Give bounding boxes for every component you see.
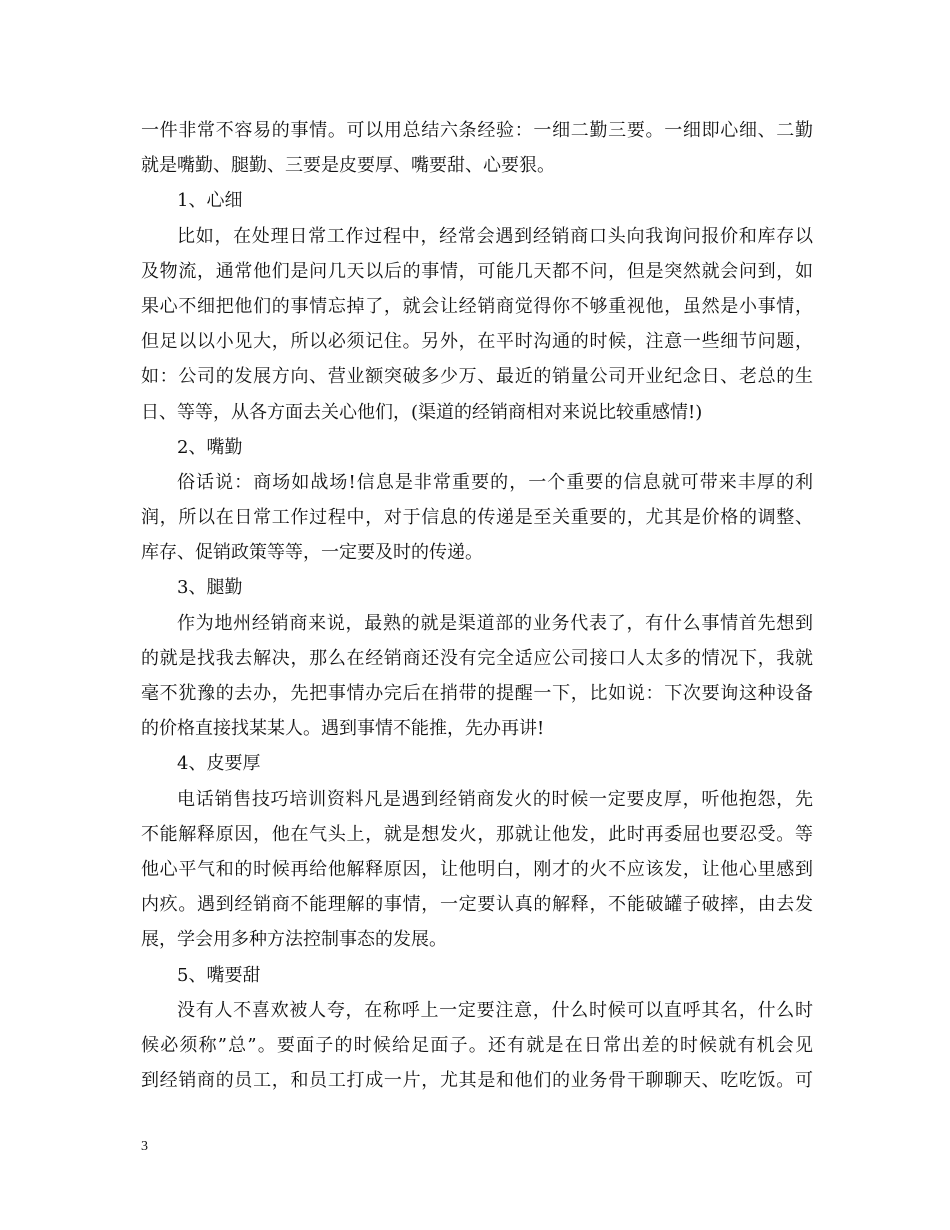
section-heading-xinxi: 1、心细: [177, 190, 243, 212]
page-number: 3: [141, 1139, 148, 1154]
body-text-line: 毫不犹豫的去办，先把事情办完后在捎带的提醒一下，比如说：下次要询这种设备: [141, 683, 813, 704]
body-text-line: 果心不细把他们的事情忘掉了，就会让经销商觉得你不够重视他，虽然是小事情，: [141, 295, 813, 317]
body-text-line: 作为地州经销商来说，最熟的就是渠道部的业务代表了，有什么事情首先想到: [177, 612, 813, 634]
document-body: [141, 113, 813, 1098]
body-text-line: 润，所以在日常工作过程中，对于信息的传递是至关重要的，尤其是价格的调整、: [141, 507, 813, 529]
body-text-line: 日、等等，从各方面去关心他们，(渠道的经销商相对来说比较重感情!): [141, 401, 703, 423]
body-text-line: 内疚。遇到经销商不能理解的事情，一定要认真的解释，不能破罐子破摔，由去发: [141, 894, 813, 916]
section-heading-tuiqin: 3、腿勤: [177, 577, 243, 599]
body-text-line: 展，学会用多种方法控制事态的发展。: [141, 929, 447, 951]
body-text-line: 一件非常不容易的事情。可以用总结六条经验：一细二勤三要。一细即心细、二勤: [141, 120, 813, 141]
body-text-line: 俗话说：商场如战场!信息是非常重要的，一个重要的信息就可带来丰厚的利: [177, 471, 813, 493]
body-text-line: 的价格直接找某某人。遇到事情不能推，先办再讲!: [141, 718, 545, 740]
body-text-line: 如：公司的发展方向、营业额突破多少万、最近的销量公司开业纪念日、老总的生: [141, 366, 813, 388]
body-text-line: 及物流，通常他们是问几天以后的事情，可能几天都不问，但是突然就会问到，如: [141, 260, 813, 282]
body-text-line: 电话销售技巧培训资料凡是遇到经销商发火的时候一定要皮厚，听他抱怨，先: [177, 788, 813, 810]
body-text-line: 他心平气和的时候再给他解释原因，让他明白，刚才的火不应该发，让他心里感到: [141, 858, 813, 880]
section-heading-zuiyaotian: 5、嘴要甜: [177, 964, 261, 986]
body-text-line: 但足以以小见大，所以必须记住。另外，在平时沟通的时候，注意一些细节问题，: [141, 331, 813, 353]
section-heading-piyaohou: 4、皮要厚: [177, 753, 261, 775]
body-text-line: 库存、促销政策等等，一定要及时的传递。: [141, 542, 483, 564]
body-text-line: 比如，在处理日常工作过程中，经常会遇到经销商口头向我询问报价和库存以: [177, 225, 813, 247]
body-text-line: 就是嘴勤、腿勤、三要是皮要厚、嘴要甜、心要狠。: [141, 155, 555, 177]
body-text-line: 的就是找我去解决，那么在经销商还没有完全适应公司接口人太多的情况下，我就: [141, 647, 813, 669]
section-heading-zuiqin: 2、嘴勤: [177, 436, 243, 458]
body-text-line: 不能解释原因，他在气头上，就是想发火，那就让他发，此时再委屈也要忍受。等: [141, 823, 813, 845]
body-text-line: 没有人不喜欢被人夸，在称呼上一定要注意，什么时候可以直呼其名，什么时: [177, 999, 813, 1021]
body-text-line: 到经销商的员工，和员工打成一片，尤其是和他们的业务骨干聊聊天、吃吃饭。可: [141, 1070, 813, 1092]
body-text-line: 候必须称”总”。要面子的时候给足面子。还有就是在日常出差的时候就有机会见: [141, 1034, 813, 1056]
